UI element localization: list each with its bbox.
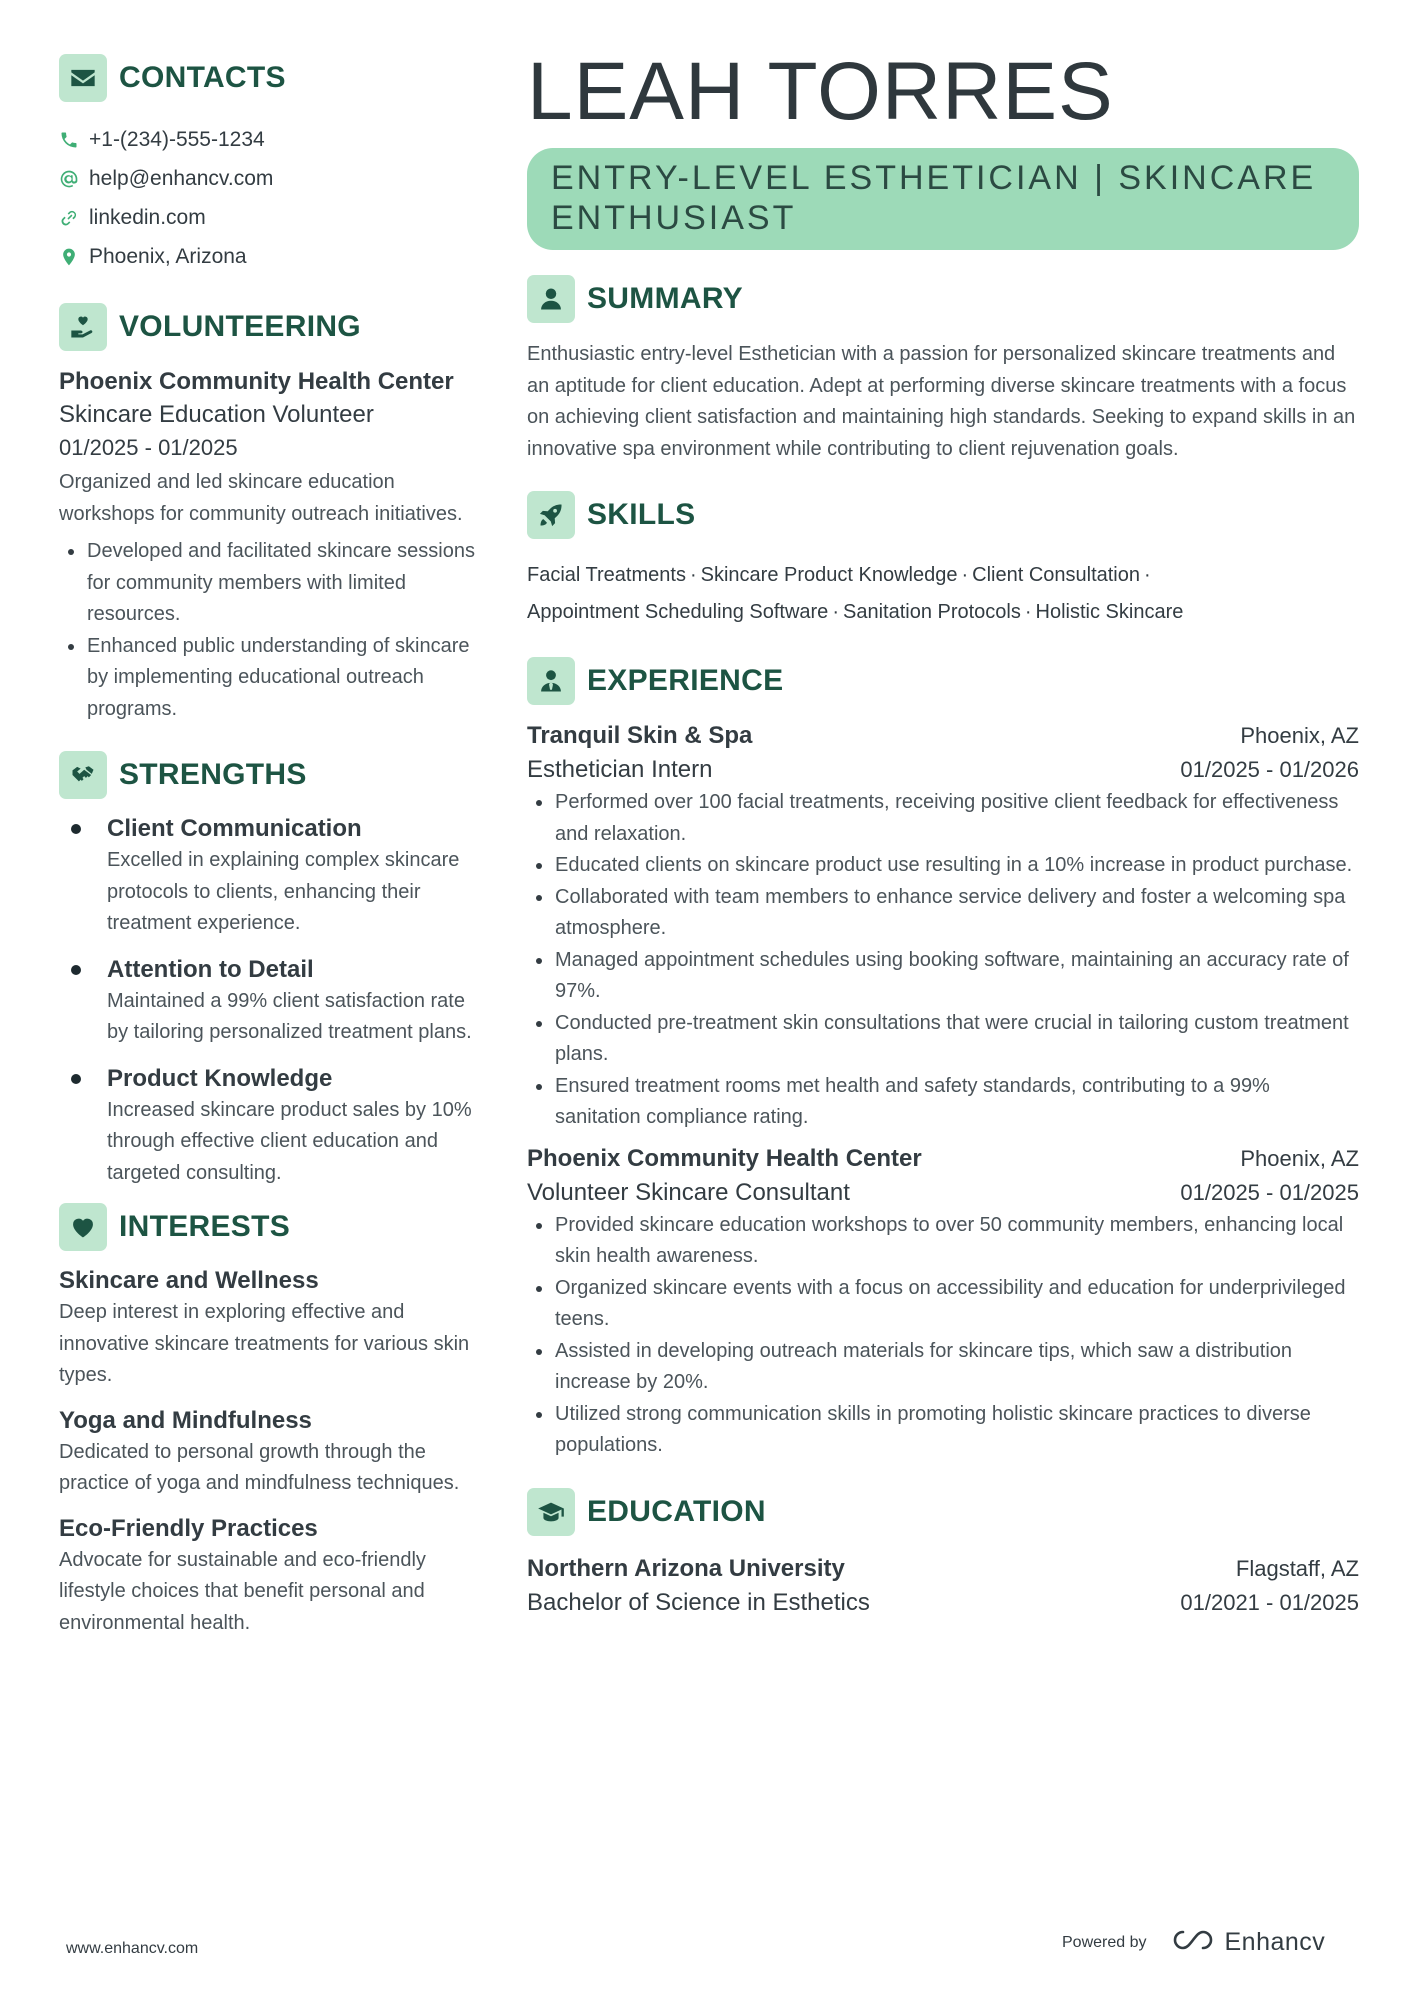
job-header-row bbox=[527, 719, 1359, 753]
skills-section bbox=[527, 491, 1359, 631]
skills-line bbox=[527, 594, 1359, 631]
powered-by-label: Powered by bbox=[1062, 1933, 1147, 1951]
job-dates: 01/2025 - 01/2025 bbox=[1180, 1179, 1359, 1205]
interest-item bbox=[59, 1405, 479, 1500]
hand-heart-icon bbox=[59, 303, 107, 351]
experience-section bbox=[527, 657, 1359, 1462]
strength-description: Excelled in explaining complex skincare protocols to clients, enhancing their treatment experience. bbox=[107, 849, 460, 934]
skill-separator: · bbox=[1144, 564, 1151, 586]
skill-separator: · bbox=[961, 564, 969, 586]
right-column bbox=[527, 46, 1359, 1620]
education-degree-row bbox=[527, 1586, 1359, 1620]
phone-text: +1-(234)-555-1234 bbox=[89, 127, 265, 151]
linkedin-text[interactable]: linkedin.com bbox=[89, 205, 206, 229]
volunteering-entry bbox=[59, 367, 479, 725]
volunteering-bullets bbox=[59, 536, 479, 725]
interest-title: Eco-Friendly Practices bbox=[59, 1514, 318, 1542]
experience-header bbox=[527, 657, 1359, 705]
job-bullet: Performed over 100 facial treatments, receiving positive client feedback for effectiveness and relaxation. bbox=[527, 787, 1359, 850]
candidate-name: LEAH TORRES bbox=[527, 46, 1114, 137]
skill-item: Skincare Product Knowledge bbox=[700, 564, 958, 586]
interests-list bbox=[59, 1265, 479, 1639]
education-header bbox=[527, 1488, 1359, 1536]
strengths-list bbox=[59, 813, 479, 1189]
heart-icon bbox=[59, 1203, 107, 1251]
job-role: Esthetician Intern bbox=[527, 756, 713, 783]
interest-item bbox=[59, 1265, 479, 1392]
contact-location bbox=[59, 237, 479, 276]
job-bullet: Managed appointment schedules using booking software, maintaining an accuracy rate of 97%. bbox=[527, 945, 1359, 1008]
strength-description: Maintained a 99% client satisfaction rate by tailoring personalized treatment plans. bbox=[107, 989, 472, 1043]
interest-item bbox=[59, 1513, 479, 1640]
user-icon bbox=[527, 275, 575, 323]
envelope-icon bbox=[59, 54, 107, 102]
skill-item: Appointment Scheduling Software bbox=[527, 601, 829, 623]
summary-text: Enthusiastic entry-level Esthetician with a passion for personalized skincare treatments and an aptitude for client education. Adept at performing diverse skincare treatments with a focus on achieving client satisfaction and maintaining high standards. Seeking to expand skills in an innovative spa environment while contributing to client rejuvenation goals. bbox=[527, 343, 1356, 460]
interests-header bbox=[59, 1203, 479, 1251]
job-bullet: Ensured treatment rooms met health and safety standards, contributing to a 99% sanitation compliance rating. bbox=[527, 1071, 1359, 1134]
interests-title: INTERESTS bbox=[119, 1210, 291, 1243]
interest-title: Yoga and Mindfulness bbox=[59, 1406, 312, 1434]
enhancv-logo-icon bbox=[1171, 1928, 1217, 1957]
summary-header bbox=[527, 275, 1359, 323]
job-bullet: Collaborated with team members to enhance service delivery and foster a welcoming spa atmosphere. bbox=[527, 882, 1359, 945]
bullet-dot bbox=[71, 1074, 81, 1084]
strength-title: Client Communication bbox=[107, 815, 362, 842]
contact-list bbox=[59, 120, 479, 276]
volunteering-title: VOLUNTEERING bbox=[119, 310, 361, 343]
volunteering-bullet: Developed and facilitated skincare sessions for community members with limited resources. bbox=[59, 536, 479, 631]
strength-item bbox=[59, 954, 479, 1049]
job-role-row bbox=[527, 1176, 1359, 1210]
strengths-title: STRENGTHS bbox=[119, 758, 307, 791]
interest-title: Skincare and Wellness bbox=[59, 1267, 319, 1294]
contact-email[interactable] bbox=[59, 159, 479, 198]
job-entry bbox=[527, 719, 1359, 1134]
contacts-section bbox=[59, 54, 479, 276]
location-pin-icon bbox=[59, 247, 89, 267]
email-text[interactable]: help@enhancv.com bbox=[89, 166, 274, 190]
link-icon bbox=[59, 208, 89, 228]
education-school: Northern Arizona University bbox=[527, 1554, 845, 1582]
graduation-cap-icon bbox=[527, 1488, 575, 1536]
strength-title: Product Knowledge bbox=[107, 1064, 333, 1092]
rocket-icon bbox=[527, 491, 575, 539]
location-text: Phoenix, Arizona bbox=[89, 244, 247, 268]
education-title: EDUCATION bbox=[587, 1494, 766, 1528]
skill-separator: · bbox=[689, 564, 697, 586]
job-bullet: Utilized strong communication skills in promoting holistic skincare practices to diverse populations. bbox=[527, 1399, 1359, 1462]
job-bullet: Provided skincare education workshops to over 50 community members, enhancing local skin health awareness. bbox=[527, 1210, 1359, 1273]
education-section bbox=[527, 1488, 1359, 1620]
job-bullets bbox=[527, 787, 1359, 1134]
job-bullets bbox=[527, 1210, 1359, 1462]
interest-description: Dedicated to personal growth through the practice of yoga and mindfulness techniques. bbox=[59, 1440, 460, 1494]
phone-icon bbox=[59, 130, 89, 150]
education-header-row bbox=[527, 1552, 1359, 1586]
volunteering-dates: 01/2025 - 01/2025 bbox=[59, 435, 238, 460]
volunteering-org: Phoenix Community Health Center bbox=[59, 368, 454, 395]
experience-title: EXPERIENCE bbox=[587, 664, 784, 697]
footer-website[interactable]: www.enhancv.com bbox=[66, 1940, 199, 1957]
skill-separator: · bbox=[1024, 601, 1032, 623]
job-bullet: Assisted in developing outreach materials for skincare tips, which saw a distribution increase by 20%. bbox=[527, 1336, 1359, 1399]
skills-line bbox=[527, 557, 1359, 594]
interests-section bbox=[59, 1203, 479, 1639]
job-role: Volunteer Skincare Consultant bbox=[527, 1178, 850, 1206]
enhancv-brand: Enhancv bbox=[1224, 1928, 1326, 1956]
contacts-header bbox=[59, 54, 479, 102]
volunteering-section bbox=[59, 303, 479, 725]
strengths-section bbox=[59, 751, 479, 1189]
bullet-dot bbox=[71, 824, 81, 834]
skill-item: Holistic Skincare bbox=[1035, 601, 1184, 623]
strength-title: Attention to Detail bbox=[107, 955, 314, 983]
summary-section bbox=[527, 275, 1359, 465]
summary-title: SUMMARY bbox=[587, 282, 743, 315]
handshake-icon bbox=[59, 751, 107, 799]
job-bullet: Educated clients on skincare product use resulting in a 10% increase in product purchase. bbox=[527, 850, 1359, 882]
job-location: Phoenix, AZ bbox=[1240, 1145, 1359, 1171]
education-location: Flagstaff, AZ bbox=[1235, 1555, 1359, 1581]
volunteering-header bbox=[59, 303, 479, 351]
contact-phone bbox=[59, 120, 479, 159]
contact-linkedin[interactable] bbox=[59, 198, 479, 237]
contacts-title: CONTACTS bbox=[119, 61, 286, 94]
job-company: Phoenix Community Health Center bbox=[527, 1144, 922, 1172]
skill-item: Facial Treatments bbox=[527, 564, 686, 586]
job-header-row bbox=[527, 1142, 1359, 1176]
skill-separator: · bbox=[832, 601, 839, 623]
strength-description: Increased skincare product sales by 10% through effective client education and targeted consulting. bbox=[107, 1098, 472, 1184]
interest-description: Deep interest in exploring effective and innovative skincare treatments for various skin types. bbox=[59, 1301, 470, 1386]
job-company: Tranquil Skin & Spa bbox=[527, 722, 753, 749]
job-dates: 01/2025 - 01/2026 bbox=[1180, 757, 1359, 782]
job-bullet: Conducted pre-treatment skin consultations that were crucial in tailoring custom treatment plans. bbox=[527, 1008, 1359, 1071]
job-bullet: Organized skincare events with a focus on accessibility and education for underprivileged teens. bbox=[527, 1273, 1359, 1336]
businessperson-icon bbox=[527, 657, 575, 705]
education-degree: Bachelor of Science in Esthetics bbox=[527, 1588, 870, 1616]
skill-item: Client Consultation bbox=[972, 564, 1140, 586]
skills-list bbox=[527, 557, 1359, 631]
skills-header bbox=[527, 491, 1359, 539]
job-entry bbox=[527, 1142, 1359, 1462]
left-column bbox=[59, 54, 479, 1639]
at-icon bbox=[59, 169, 89, 189]
strength-item bbox=[59, 813, 479, 940]
footer-branding bbox=[1062, 1928, 1325, 1957]
bullet-dot bbox=[71, 965, 81, 975]
skill-item: Sanitation Protocols bbox=[842, 601, 1021, 623]
education-dates: 01/2021 - 01/2025 bbox=[1180, 1589, 1359, 1615]
volunteering-bullet: Enhanced public understanding of skincare by implementing educational outreach programs. bbox=[59, 631, 479, 726]
strength-item bbox=[59, 1063, 479, 1190]
job-role-row bbox=[527, 753, 1359, 787]
job-location: Phoenix, AZ bbox=[1240, 723, 1359, 748]
education-entry bbox=[527, 1552, 1359, 1620]
volunteering-role: Skincare Education Volunteer bbox=[59, 401, 374, 428]
headline-banner: ENTRY-LEVEL ESTHETICIAN | SKINCARE ENTHUSIAST bbox=[527, 148, 1359, 250]
interest-description: Advocate for sustainable and eco-friendly lifestyle choices that benefit personal and environmental health. bbox=[59, 1548, 426, 1634]
strengths-header bbox=[59, 751, 479, 799]
skills-title: SKILLS bbox=[587, 498, 696, 531]
volunteering-description: Organized and led skincare education workshops for community outreach initiatives. bbox=[59, 471, 463, 525]
